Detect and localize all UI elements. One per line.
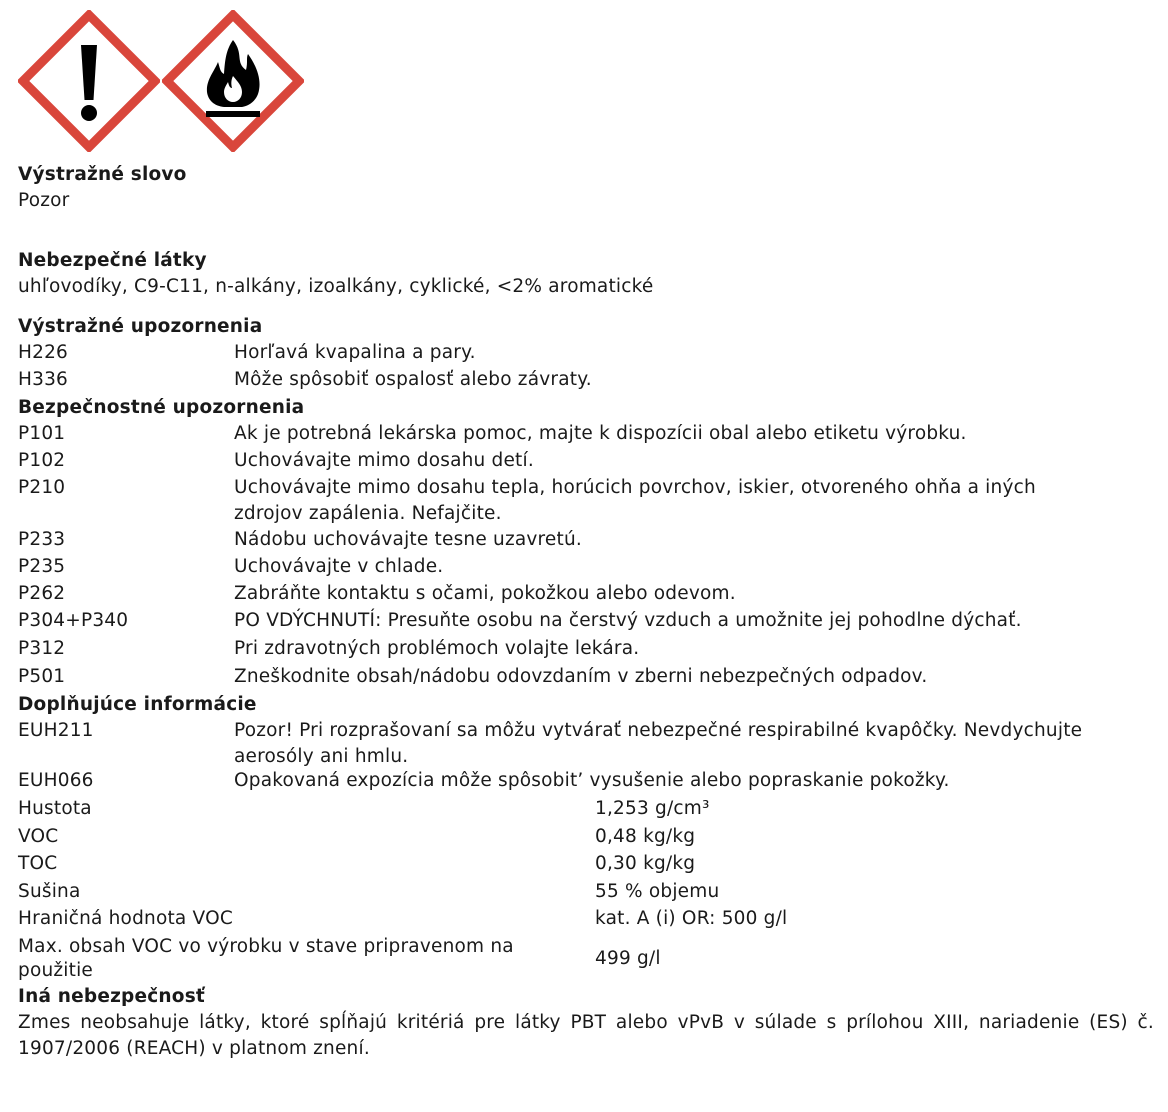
statement-text: Horľavá kvapalina a pary.: [234, 342, 476, 363]
statement-text: Pozor! Pri rozprašovaní sa môžu vytvárať nebezpečné respirabilné kvapôčky. Nevdychujte aerosóly ani hmlu.: [234, 720, 1083, 767]
property-value: 55 % objemu: [595, 881, 720, 902]
precautionary-statement-row: [18, 581, 1154, 608]
hazardous-substances-value: uhľovodíky, C9-C11, n-alkány, izoalkány, cyklické, <2% aromatické: [18, 276, 654, 297]
hazard-statement-row: [18, 340, 1154, 367]
statement-text: Zabráňte kontaktu s očami, pokožkou alebo odevom.: [234, 583, 736, 604]
label-content: [18, 162, 1154, 1062]
property-label: Hraničná hodnota VOC: [18, 908, 233, 929]
property-label: Max. obsah VOC vo výrobku v stave pripravenom na použitie: [18, 936, 514, 981]
property-value: kat. A (i) OR: 500 g/l: [595, 908, 788, 929]
statement-text: Opakovaná expozícia môže spôsobit’ vysušenie alebo popraskanie pokožky.: [234, 770, 950, 791]
statement-code: P235: [18, 556, 66, 577]
property-value: 0,48 kg/kg: [595, 826, 696, 847]
property-row: [18, 934, 1154, 984]
other-hazards-heading: Iná nebezpečnosť: [18, 986, 205, 1007]
precautionary-statement-row: [18, 448, 1154, 475]
precautionary-statements-heading: Bezpečnostné upozornenia: [18, 397, 305, 418]
statement-code: H336: [18, 369, 69, 390]
property-row: [18, 796, 1154, 824]
property-label: Hustota: [18, 798, 92, 819]
statement-text: Zneškodnite obsah/nádobu odovzdaním v zberni nebezpečných odpadov.: [234, 666, 928, 687]
statement-text: Uchovávajte mimo dosahu detí.: [234, 450, 534, 471]
property-label: VOC: [18, 826, 59, 847]
property-row: [18, 906, 1154, 934]
statement-code: P262: [18, 583, 66, 604]
statement-text: Môže spôsobiť ospalosť alebo závraty.: [234, 369, 592, 390]
precautionary-statement-row: [18, 664, 1154, 692]
statement-text: PO VDÝCHNUTÍ: Presuňte osobu na čerstvý vzduch a umožnite jej pohodlne dýchať.: [234, 610, 1022, 631]
statement-code: P312: [18, 638, 66, 659]
other-hazards-text: Zmes neobsahuje látky, ktoré spĺňajú kritériá pre látky PBT alebo vPvB v súlade s prílohou XIII, nariadenie (ES) č. 1907/2006 (REACH) v platnom znení.: [18, 1012, 1154, 1059]
statement-code: EUH211: [18, 720, 94, 741]
property-row: [18, 879, 1154, 906]
statement-code: P501: [18, 666, 66, 687]
flame-icon: [162, 10, 304, 152]
hazardous-substances-heading: Nebezpečné látky: [18, 250, 207, 271]
statement-text: Uchovávajte v chlade.: [234, 556, 444, 577]
signal-word-value: Pozor: [18, 190, 70, 211]
hazard-statements-heading: Výstražné upozornenia: [18, 316, 263, 337]
statement-text: Ak je potrebná lekárska pomoc, majte k dispozícii obal alebo etiketu výrobku.: [234, 423, 967, 444]
property-label: Sušina: [18, 881, 81, 902]
statement-text: Pri zdravotných problémoch volajte lekára.: [234, 638, 640, 659]
statement-code: P210: [18, 477, 66, 498]
property-label: TOC: [18, 853, 58, 874]
exclamation-mark-icon: [18, 10, 160, 152]
statement-code: P101: [18, 423, 66, 444]
statement-code: P102: [18, 450, 66, 471]
supplementary-info-heading: Doplňujúce informácie: [18, 694, 257, 715]
ghs07-pictogram: [18, 10, 160, 152]
precautionary-statement-row: [18, 608, 1154, 636]
signal-word-heading: Výstražné slovo: [18, 164, 187, 185]
statement-code: EUH066: [18, 770, 94, 791]
precautionary-statement-row: [18, 554, 1154, 581]
statement-code: H226: [18, 342, 69, 363]
statement-text: Nádobu uchovávajte tesne uzavretú.: [234, 529, 582, 550]
ghs02-pictogram: [162, 10, 304, 152]
supplementary-statement-row: [18, 718, 1154, 768]
precautionary-statement-row: [18, 636, 1154, 664]
property-value: 0,30 kg/kg: [595, 853, 696, 874]
hazard-statement-row: [18, 367, 1154, 395]
property-value: 1,253 g/cm³: [595, 798, 710, 819]
property-row: [18, 824, 1154, 851]
statement-text: Uchovávajte mimo dosahu tepla, horúcich povrchov, iskier, otvoreného ohňa a iných zdrojov zapálenia. Nefajčite.: [234, 477, 1036, 524]
statement-code: P233: [18, 529, 66, 550]
precautionary-statement-row: [18, 527, 1154, 554]
precautionary-statement-row: [18, 421, 1154, 448]
property-row: [18, 851, 1154, 879]
precautionary-statement-row: [18, 475, 1154, 527]
supplementary-statement-row: [18, 768, 1154, 796]
property-value: 499 g/l: [595, 948, 661, 969]
statement-code: P304+P340: [18, 610, 129, 631]
